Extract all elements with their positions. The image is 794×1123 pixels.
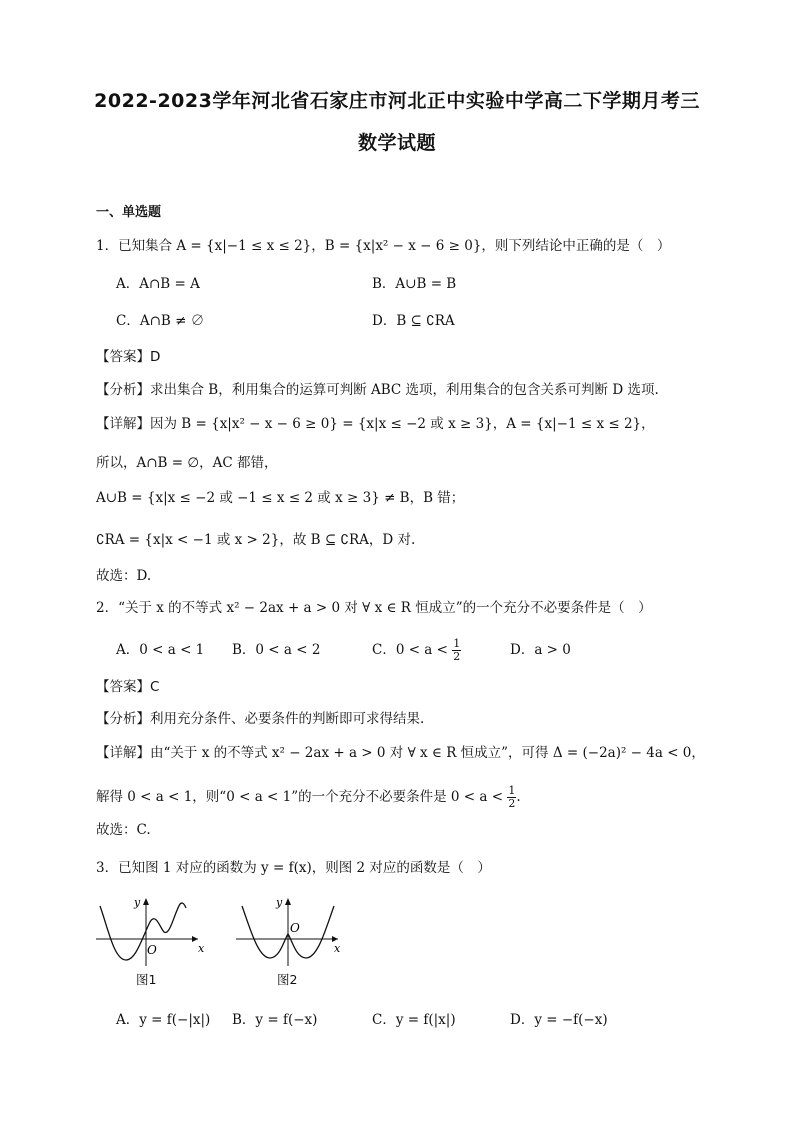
q1-analysis: 【分析】求出集合 B，利用集合的运算可判断 ABC 选项，利用集合的包含关系可判断 D 选项. — [96, 382, 659, 398]
q2-answer: 【答案】C — [96, 679, 160, 695]
origin-label: O — [290, 921, 300, 935]
q3-option-c: C．y = f(|x|) — [372, 1012, 456, 1028]
q2-detail-2-end: . — [516, 789, 521, 805]
y-axis-label: y — [276, 896, 283, 909]
q1-option-a: A．A∩B = A — [116, 276, 200, 292]
q2-stem: 2．“关于 x 的不等式 x² − 2ax + a > 0 对 ∀ x ∈ R 恒成立”的一个充分不必要条件是（ ） — [96, 600, 652, 616]
q2-conclusion: 故选：C. — [96, 822, 151, 838]
q2-option-c-text: C．0 < a < — [372, 642, 448, 658]
y-axis-label: y — [134, 896, 141, 909]
q2-option-a: A．0 < a < 1 — [116, 642, 205, 658]
fraction-denominator: 2 — [453, 650, 461, 663]
y-axis-arrow — [143, 898, 149, 905]
q1-option-d: D．B ⊆ ∁RA — [372, 313, 455, 329]
q3-figure-2-caption: 图2 — [277, 972, 298, 987]
fraction-denominator: 2 — [508, 797, 516, 810]
q1-stem: 1．已知集合 A = {x|−1 ≤ x ≤ 2}，B = {x|x² − x − 6 ≥ 0}，则下列结论中正确的是（ ） — [96, 238, 671, 254]
q2-detail-2-fraction — [507, 785, 516, 810]
q3-stem: 3．已知图 1 对应的函数为 y = f(x)，则图 2 对应的函数是（ ） — [96, 860, 491, 876]
q1-option-b: B．A∪B = B — [372, 276, 457, 292]
q2-option-d: D．a > 0 — [510, 642, 571, 658]
q1-detail-4: ∁RA = {x|x < −1 或 x > 2}，故 B ⊆ ∁RA，D 对. — [96, 532, 416, 548]
q3-option-d: D．y = −f(−x) — [510, 1012, 608, 1028]
q3-figure-2 — [234, 894, 346, 968]
document-subtitle: 数学试题 — [357, 132, 436, 154]
q2-detail-2 — [96, 785, 521, 810]
q1-detail-3: A∪B = {x|x ≤ −2 或 −1 ≤ x ≤ 2 或 x ≥ 3} ≠ B，B 错； — [96, 490, 465, 506]
q1-conclusion: 故选：D. — [96, 568, 152, 584]
document-title: 2022-2023学年河北省石家庄市河北正中实验中学高二下学期月考三 — [94, 90, 700, 112]
q1-option-c: C．A∩B ≠ ∅ — [116, 313, 205, 329]
y-axis-arrow — [285, 898, 291, 905]
q2-option-c — [372, 638, 461, 663]
q3-figure-1 — [94, 894, 206, 968]
q2-option-c-fraction — [452, 638, 461, 663]
q2-option-b: B．0 < a < 2 — [232, 642, 321, 658]
origin-label: O — [147, 943, 157, 957]
q2-detail-1: 【详解】由“关于 x 的不等式 x² − 2ax + a > 0 对 ∀ x ∈ R 恒成立”，可得 Δ = (−2a)² − 4a < 0， — [96, 745, 705, 761]
q2-analysis: 【分析】利用充分条件、必要条件的判断即可求得结果. — [96, 711, 425, 727]
q3-option-a: A．y = f(−|x|) — [116, 1012, 211, 1028]
q1-detail-1: 【详解】因为 B = {x|x² − x − 6 ≥ 0} = {x|x ≤ −2 或 x ≥ 3}，A = {x|−1 ≤ x ≤ 2}， — [96, 416, 655, 432]
q1-detail-2: 所以，A∩B = ∅，AC 都错， — [96, 455, 278, 471]
function-curve-1 — [100, 903, 186, 960]
q3-figure-1-caption: 图1 — [136, 972, 157, 987]
x-axis-label: x — [334, 942, 341, 955]
section-heading: 一、单选题 — [96, 205, 162, 220]
q1-answer: 【答案】D — [96, 349, 161, 365]
fraction-numerator: 1 — [508, 784, 516, 797]
x-axis-label: x — [198, 942, 205, 955]
q2-detail-2-text: 解得 0 < a < 1，则“0 < a < 1”的一个充分不必要条件是 0 < a < — [96, 789, 504, 805]
q3-option-b: B．y = f(−x) — [232, 1012, 318, 1028]
fraction-numerator: 1 — [453, 637, 461, 650]
